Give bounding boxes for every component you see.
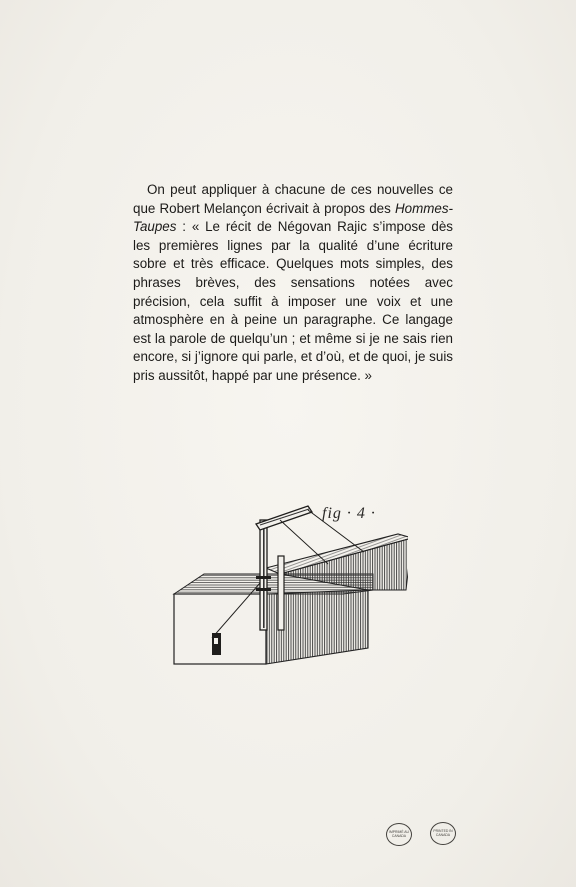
printed-in-canada-stamp bbox=[386, 823, 412, 846]
post-right bbox=[278, 556, 284, 630]
stamp-text: PRINTED IN CANADA bbox=[433, 828, 453, 837]
crossbar bbox=[256, 506, 312, 530]
blurb-book-title: Hommes-Taupes bbox=[133, 200, 453, 235]
figure-label: fig · 4 · bbox=[322, 505, 376, 522]
trap-box-engraving bbox=[168, 498, 408, 670]
printed-in-canada-stamp-english bbox=[430, 822, 456, 845]
blurb-paragraph bbox=[133, 181, 453, 386]
cover-blurb bbox=[133, 181, 453, 386]
stamp-text: IMPRIMÉ AU CANADA bbox=[389, 829, 409, 838]
blurb-quotation: : « Le récit de Négovan Rajic s’impose dès les premières lignes par la qualité d’une écriture sobre et très efficace. Quelques mots simples, des phrases brèves, des sensations notées avec précision, cela suffit à imposer une voix et une atmosphère en à peine un paragraphe. Ce langage est la parole de quelqu’un ; et même si je ne sais rien encore, si j’ignore qui parle, et d’où, et de quoi, je suis pris aussitôt, happé par une présence. » bbox=[133, 219, 453, 383]
blurb-text-before-title: On peut appliquer à chacune de ces nouvelles ce que Robert Melançon écrivait à propos des bbox=[133, 182, 453, 216]
